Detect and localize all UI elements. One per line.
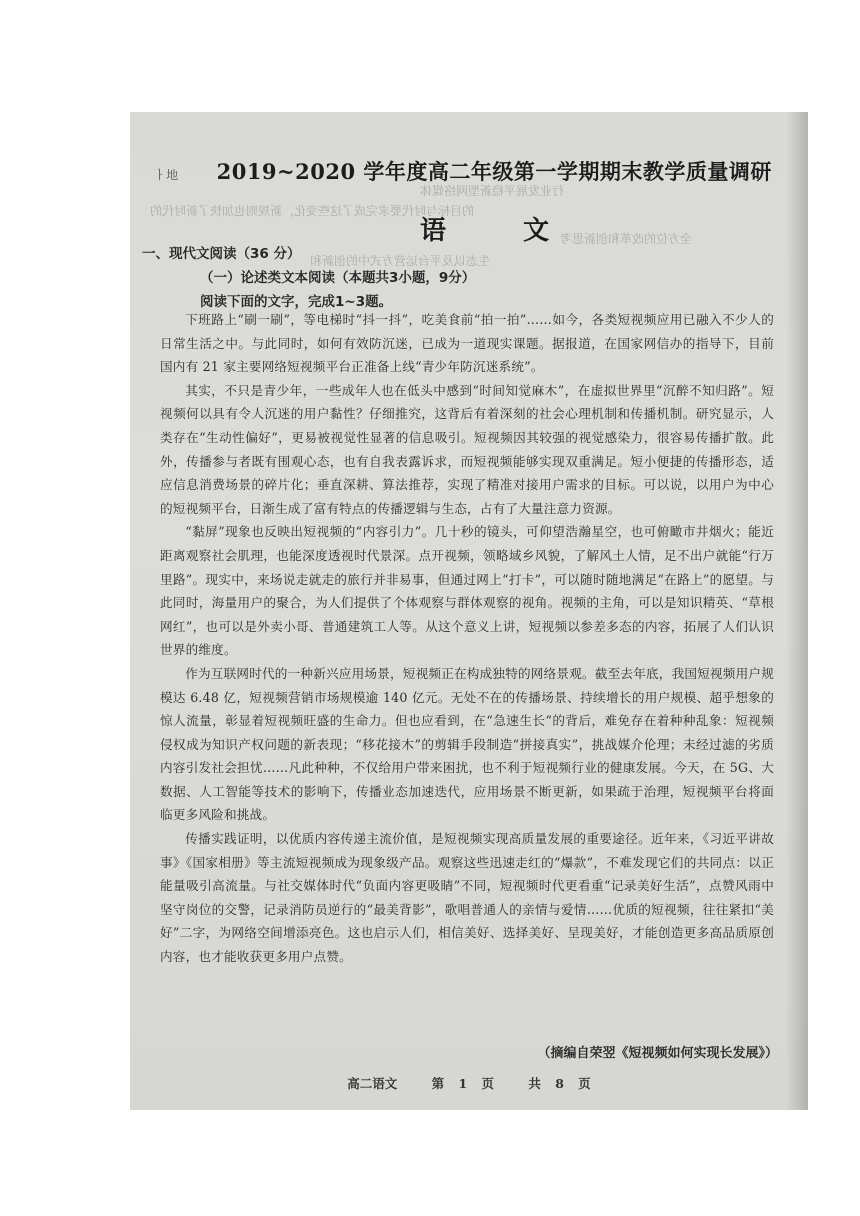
section-heading: 一、现代文阅读（36 分） xyxy=(142,246,301,262)
page-shadow xyxy=(786,112,808,1110)
paragraph: 其实，不只是青少年，一些成年人也在低头中感到“时间知觉麻木”，在虚拟世界里“沉醉不知归路”。短视频何以具有令人沉迷的用户黏性？仔细推究，这背后有着深刻的社会心理机制和传播机制。研究显示，人类存在“生动性偏好”，更易被视觉性显著的信息吸引。短视频因其较强的视觉感染力，很容易传播扩散。此外，传播参与者既有围观心态，也有自我表露诉求，而短视频能够实现双重满足。短小便捷的传播形态，适应信息消费场景的碎片化；垂直深耕、算法推荐，实现了精准对接用户需求的目标。可以说，以用户为中心的短视频平台，日渐生成了富有特点的传播逻辑与生态，占有了大量注意力资源。 xyxy=(160,382,774,516)
reading-passage xyxy=(160,308,774,969)
paragraph: 传播实践证明，以优质内容传递主流价值，是短视频实现高质量发展的重要途径。近年来，《习近平讲故事》《国家相册》等主流短视频成为现象级产品。观察这些迅速走红的“爆款”，不难发现它们的共同点：以正能量吸引高流量。与社交媒体时代“负面内容更吸睛”不同，短视频时代更看重“记录美好生活”，点赞风雨中坚守岗位的交警，记录消防员逆行的“最美背影”，歌唱普通人的亲情与爱情……优质的短视频，往往紧扣“美好”二字，为网络空间增添亮色。这也启示人们，相信美好、选择美好、呈现美好，才能创造更多高品质原创内容，也才能收获更多用户点赞。 xyxy=(160,831,774,965)
bleed-through: 全方位的改革和创新思考 xyxy=(560,232,693,246)
scanned-page xyxy=(130,112,808,1110)
footer-page: 第 1 页 xyxy=(431,1076,494,1091)
bleed-through: 生态以及平台运营方式中的创新和 xyxy=(310,254,491,268)
bleed-through: 的目标与时代要求完成了这些变化，新规则也加快了新时代的 xyxy=(150,204,475,218)
exam-title: ㅏ地 2019~2020 学年度高二年级第一学期期末教学质量调研 xyxy=(154,159,772,184)
bleed-through: 行业发展平稳新型网络媒体 xyxy=(420,184,565,198)
paragraph: 作为互联网时代的一种新兴应用场景，短视频正在构成独特的网络景观。截至去年底，我国短视频用户规模达 6.48 亿，短视频营销市场规模逾 140 亿元。无处不在的传播场景、持续增长的用户规模、超乎想象的惊人流量，彰显着短视频旺盛的生命力。但也应看到，在“急速生长”的背后，难免存在着种种乱象：短视频侵权成为知识产权问题的新表现；“移花接木”的剪辑手段制造“拼接真实”，挑战媒介伦理；未经过滤的劣质内容引发社会担忧……凡此种种，不仅给用户带来困扰，也不利于短视频行业的健康发展。今天，在 5G、大数据、人工智能等技术的影响下，传播业态加速迭代，应用场景不断更新，如果疏于治理，短视频平台将面临更多风险和挑战。 xyxy=(160,665,774,823)
footer-total: 共 8 页 xyxy=(528,1076,591,1091)
footer-course: 高二语文 xyxy=(347,1076,398,1091)
paragraph: 下班路上“刷一刷”，等电梯时“抖一抖”，吃美食前“拍一拍”……如今，各类短视频应用已融入不少人的日常生活之中。与此同时，如何有效防沉迷，已成为一道现实课题。据报道，在国家网信办的指导下，目前国内有 21 家主要网络短视频平台正准备上线“青少年防沉迷系统”。 xyxy=(160,312,774,375)
paragraph: “黏屏”现象也反映出短视频的“内容引力”。几十秒的镜头，可仰望浩瀚星空，也可俯瞰市井烟火；能近距离观察社会肌理，也能深度透视时代景深。点开视频，领略域乡风貌，了解风土人情，足不出户就能“行万里路”。现实中，来场说走就走的旅行并非易事，但通过网上“打卡”，可以随时随地满足“在路上”的愿望。与此同时，海量用户的聚合，为人们提供了个体观察与群体观察的视角。视频的主角，可以是知识精英、“草根网红”，也可以是外卖小哥、普通建筑工人等。从这个意义上讲，短视频以参差多态的内容，拓展了人们认识世界的维度。 xyxy=(160,524,774,658)
passage-source: （摘编自荣翌《短视频如何实现长发展》） xyxy=(537,1046,778,1061)
exam-title-text: 2019~2020 学年度高二年级第一学期期末教学质量调研 xyxy=(216,159,772,184)
subject-heading: 语 文 xyxy=(420,216,584,246)
page-footer xyxy=(130,1074,808,1092)
subsection-heading: （一）论述类文本阅读（本题共3小题，9分） xyxy=(200,270,476,286)
instruction: 阅读下面的文字，完成1~3题。 xyxy=(200,294,393,310)
